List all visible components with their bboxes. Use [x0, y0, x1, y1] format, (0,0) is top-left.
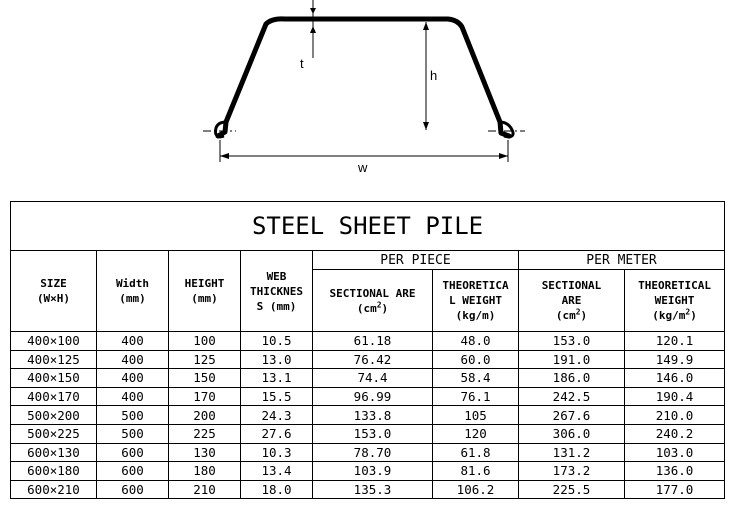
- header-size-line2: (W×H): [36, 292, 71, 305]
- cell-meter-weight: 240.2: [625, 424, 725, 443]
- cell-web-thickness: 24.3: [241, 406, 313, 425]
- cell-piece-sectional-area: 135.3: [313, 480, 433, 499]
- cell-meter-sectional-area: 131.2: [519, 443, 625, 462]
- thickness-arrow-bottom: [310, 26, 316, 33]
- steel-sheet-pile-table: [10, 201, 725, 499]
- cell-meter-weight: 120.1: [625, 332, 725, 351]
- cell-meter-sectional-area: 242.5: [519, 387, 625, 406]
- cell-size: 400×100: [11, 332, 97, 351]
- thickness-label: t: [300, 56, 304, 71]
- cell-meter-weight: 177.0: [625, 480, 725, 499]
- cell-width: 400: [97, 350, 169, 369]
- cell-meter-sectional-area: 153.0: [519, 332, 625, 351]
- header-piece-weight: [433, 270, 519, 332]
- group-per-meter: PER METER: [519, 251, 725, 270]
- header-pm-weight-line3: [625, 308, 724, 323]
- thickness-arrow-top: [310, 8, 316, 14]
- header-pp-weight-line3: (kg/m): [455, 309, 496, 322]
- cell-piece-weight: 81.6: [433, 462, 519, 481]
- table-title: STEEL SHEET PILE: [11, 202, 725, 251]
- cell-meter-weight: 190.4: [625, 387, 725, 406]
- header-web-line2: THICKNES: [250, 284, 303, 298]
- cell-height: 125: [169, 350, 241, 369]
- cell-piece-sectional-area: 76.42: [313, 350, 433, 369]
- table-row: [11, 443, 725, 462]
- cell-piece-weight: 106.2: [433, 480, 519, 499]
- cell-size: 400×125: [11, 350, 97, 369]
- cell-width: 400: [97, 387, 169, 406]
- cell-size: 600×130: [11, 443, 97, 462]
- cell-web-thickness: 10.3: [241, 443, 313, 462]
- header-pp-weight-line2: L WEIGHT: [449, 294, 502, 307]
- pm-area-unit: (cm: [555, 309, 576, 322]
- cell-size: 500×200: [11, 406, 97, 425]
- cell-meter-sectional-area: 225.5: [519, 480, 625, 499]
- cell-meter-weight: 136.0: [625, 462, 725, 481]
- pile-section-outline: [218, 19, 509, 136]
- cell-piece-weight: 76.1: [433, 387, 519, 406]
- table-row: [11, 332, 725, 351]
- cell-width: 500: [97, 424, 169, 443]
- header-web-line1: WEB: [266, 269, 287, 283]
- header-web-line3: S (mm): [256, 299, 297, 313]
- cell-meter-sectional-area: 186.0: [519, 369, 625, 388]
- header-height-line1: HEIGHT: [184, 277, 225, 290]
- header-pm-area-line3: [519, 308, 624, 323]
- height-arrow-bottom: [423, 122, 429, 130]
- cell-size: 500×225: [11, 424, 97, 443]
- cell-height: 100: [169, 332, 241, 351]
- header-pp-area-line2: [313, 301, 432, 316]
- cell-meter-sectional-area: 306.0: [519, 424, 625, 443]
- cell-meter-weight: 149.9: [625, 350, 725, 369]
- header-pp-weight-line1: THEORETICA: [442, 279, 509, 292]
- width-label: w: [358, 160, 368, 175]
- cell-height: 180: [169, 462, 241, 481]
- header-pp-area-line1: SECTIONAL ARE: [329, 286, 416, 300]
- cell-size: 400×170: [11, 387, 97, 406]
- cell-size: 600×210: [11, 480, 97, 499]
- cell-width: 500: [97, 406, 169, 425]
- header-piece-sectional-area: [313, 270, 433, 332]
- cell-piece-sectional-area: 61.18: [313, 332, 433, 351]
- cell-piece-weight: 60.0: [433, 350, 519, 369]
- width-arrow-left: [220, 153, 229, 159]
- cell-piece-weight: 48.0: [433, 332, 519, 351]
- cell-meter-sectional-area: 173.2: [519, 462, 625, 481]
- header-pm-weight-line2: WEIGHT: [654, 294, 695, 307]
- cell-piece-sectional-area: 133.8: [313, 406, 433, 425]
- height-arrow-top: [423, 22, 429, 30]
- cell-height: 150: [169, 369, 241, 388]
- pm-weight-unit: (kg/m: [652, 309, 686, 322]
- table-row: [11, 462, 725, 481]
- cell-width: 600: [97, 480, 169, 499]
- cell-web-thickness: 13.4: [241, 462, 313, 481]
- pm-weight-unit-end: ): [690, 309, 697, 322]
- cell-meter-weight: 210.0: [625, 406, 725, 425]
- cell-meter-sectional-area: 191.0: [519, 350, 625, 369]
- cell-web-thickness: 18.0: [241, 480, 313, 499]
- cell-piece-sectional-area: 103.9: [313, 462, 433, 481]
- cell-width: 400: [97, 369, 169, 388]
- pm-area-sup: 2: [575, 307, 581, 317]
- table-row: [11, 369, 725, 388]
- cell-width: 600: [97, 443, 169, 462]
- group-per-piece: PER PIECE: [313, 251, 519, 270]
- cell-size: 600×180: [11, 462, 97, 481]
- table-body: [11, 332, 725, 499]
- cell-meter-sectional-area: 267.6: [519, 406, 625, 425]
- cell-piece-weight: 105: [433, 406, 519, 425]
- table-row: [11, 424, 725, 443]
- cell-piece-weight: 61.8: [433, 443, 519, 462]
- cell-piece-weight: 120: [433, 424, 519, 443]
- cell-web-thickness: 27.6: [241, 424, 313, 443]
- header-size: [11, 251, 97, 332]
- table-row: [11, 350, 725, 369]
- cell-height: 210: [169, 480, 241, 499]
- cell-web-thickness: 10.5: [241, 332, 313, 351]
- header-width: [97, 251, 169, 332]
- header-size-line1: SIZE: [40, 277, 67, 290]
- header-pm-weight-line1: THEORETICAL: [638, 279, 711, 292]
- header-width-line1: Width: [115, 277, 150, 290]
- cell-piece-sectional-area: 74.4: [313, 369, 433, 388]
- cell-piece-sectional-area: 78.70: [313, 443, 433, 462]
- header-pm-area-line2: ARE: [561, 294, 582, 307]
- pm-area-unit-end: ): [580, 309, 588, 322]
- header-pm-area-line1: SECTIONAL: [541, 279, 602, 292]
- pp-area-unit-end: ): [381, 301, 389, 315]
- header-web-thickness: [241, 251, 313, 332]
- cell-height: 200: [169, 406, 241, 425]
- cell-piece-weight: 58.4: [433, 369, 519, 388]
- height-label: h: [430, 68, 438, 83]
- table-row: [11, 387, 725, 406]
- table-row: [11, 406, 725, 425]
- table-row: [11, 480, 725, 499]
- header-width-line2: (mm): [119, 292, 146, 305]
- cell-height: 130: [169, 443, 241, 462]
- cell-height: 170: [169, 387, 241, 406]
- cell-web-thickness: 13.1: [241, 369, 313, 388]
- cell-piece-sectional-area: 96.99: [313, 387, 433, 406]
- pm-weight-sup: 2: [685, 307, 691, 317]
- cell-width: 400: [97, 332, 169, 351]
- header-height-line2: (mm): [191, 292, 218, 305]
- pp-area-sup: 2: [376, 299, 382, 309]
- header-height: [169, 251, 241, 332]
- cell-width: 600: [97, 462, 169, 481]
- cell-meter-weight: 146.0: [625, 369, 725, 388]
- pp-area-unit: (cm: [356, 301, 377, 315]
- cell-piece-sectional-area: 153.0: [313, 424, 433, 443]
- cell-web-thickness: 15.5: [241, 387, 313, 406]
- header-meter-weight: [625, 270, 725, 332]
- cell-web-thickness: 13.0: [241, 350, 313, 369]
- sheet-pile-profile-diagram: [0, 0, 736, 200]
- width-arrow-right: [499, 153, 508, 159]
- cell-meter-weight: 103.0: [625, 443, 725, 462]
- cell-size: 400×150: [11, 369, 97, 388]
- header-meter-sectional-area: [519, 270, 625, 332]
- cell-height: 225: [169, 424, 241, 443]
